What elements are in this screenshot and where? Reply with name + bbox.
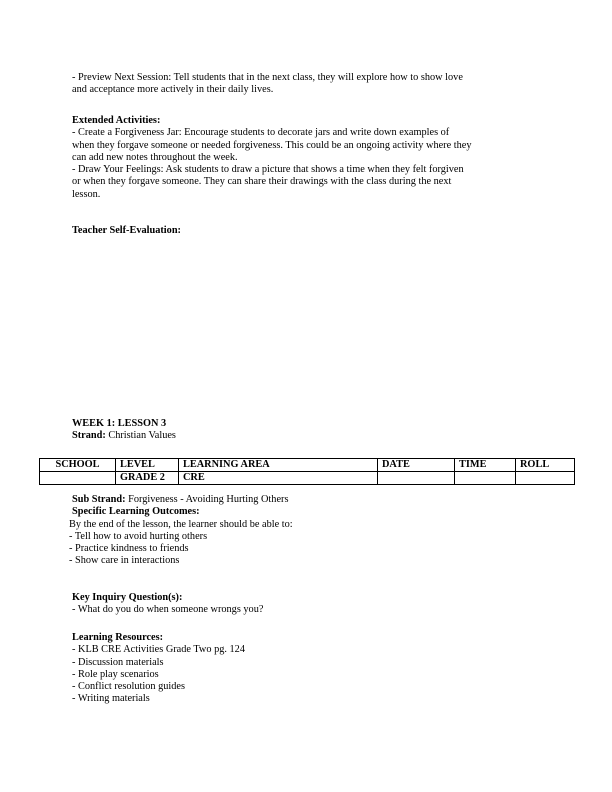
outcomes-heading: Specific Learning Outcomes: [72, 506, 200, 518]
preview-line: and acceptance more actively in their daily lives. [72, 84, 274, 96]
sub-strand-value: Forgiveness - Avoiding Hurting Others [125, 494, 289, 505]
inquiry-line: - What do you do when someone wrongs you? [72, 604, 264, 616]
outcomes-line: - Practice kindness to friends [69, 543, 189, 555]
self-evaluation-heading: Teacher Self-Evaluation: [72, 225, 181, 236]
strand-label: Strand: [72, 430, 106, 442]
table-header-date: DATE [378, 459, 455, 472]
strand-line [72, 430, 542, 442]
table-cell-learning-area: CRE [179, 472, 378, 485]
extended-activities-heading: Extended Activities: [72, 115, 161, 126]
table-row [40, 472, 575, 485]
sub-strand-label: Sub Strand: [72, 494, 126, 505]
table-header-learning-area: LEARNING AREA [179, 459, 378, 472]
resources-line: - KLB CRE Activities Grade Two pg. 124 [72, 644, 245, 656]
outcomes-line: - Show care in interactions [69, 555, 180, 567]
extended-activities-section [72, 115, 542, 201]
strand-value: Christian Values [105, 430, 176, 442]
outcomes-line: By the end of the lesson, the learner should be able to: [69, 518, 293, 530]
preview-line: - Preview Next Session: Tell students that in the next class, they will explore how to show love [72, 72, 463, 83]
resources-line: - Conflict resolution guides [72, 681, 185, 693]
resources-heading: Learning Resources: [72, 632, 164, 643]
table-cell-school [40, 472, 116, 485]
table-cell-time [455, 472, 516, 485]
table-cell-level: GRADE 2 [116, 472, 179, 485]
outcomes-section [69, 494, 542, 568]
resources-line: - Discussion materials [72, 656, 164, 668]
resources-line: - Role play scenarios [72, 668, 159, 680]
extended-line: lesson. [72, 188, 101, 200]
outcomes-line: - Tell how to avoid hurting others [69, 530, 208, 542]
table-cell-roll [516, 472, 575, 485]
table-header-school: SCHOOL [40, 459, 116, 472]
inquiry-section [72, 592, 542, 617]
sub-strand-line [72, 494, 542, 506]
extended-line: when they forgave someone or needed forgiveness. This could be an ongoing activity where they [72, 139, 472, 151]
table-header-row [40, 459, 575, 472]
lesson-meta-table [39, 458, 575, 485]
table-cell-date [378, 472, 455, 485]
lesson-header [72, 418, 542, 443]
preview-section [72, 72, 542, 97]
extended-line: - Create a Forgiveness Jar: Encourage students to decorate jars and write down examples of [72, 127, 450, 139]
extended-line: or when they forgave someone. They can share their drawings with the class during the next [72, 176, 452, 188]
week-lesson-title: WEEK 1: LESSON 3 [72, 418, 167, 429]
extended-line: - Draw Your Feelings: Ask students to draw a picture that shows a time when they felt forgiven [72, 164, 464, 176]
table-header-time: TIME [455, 459, 516, 472]
extended-line: can add new notes throughout the week. [72, 151, 238, 163]
resources-section [72, 632, 542, 706]
table-header-roll: ROLL [516, 459, 575, 472]
resources-line: - Writing materials [72, 693, 150, 705]
table-header-level: LEVEL [116, 459, 179, 472]
inquiry-heading: Key Inquiry Question(s): [72, 592, 183, 603]
self-evaluation-section [72, 225, 542, 237]
